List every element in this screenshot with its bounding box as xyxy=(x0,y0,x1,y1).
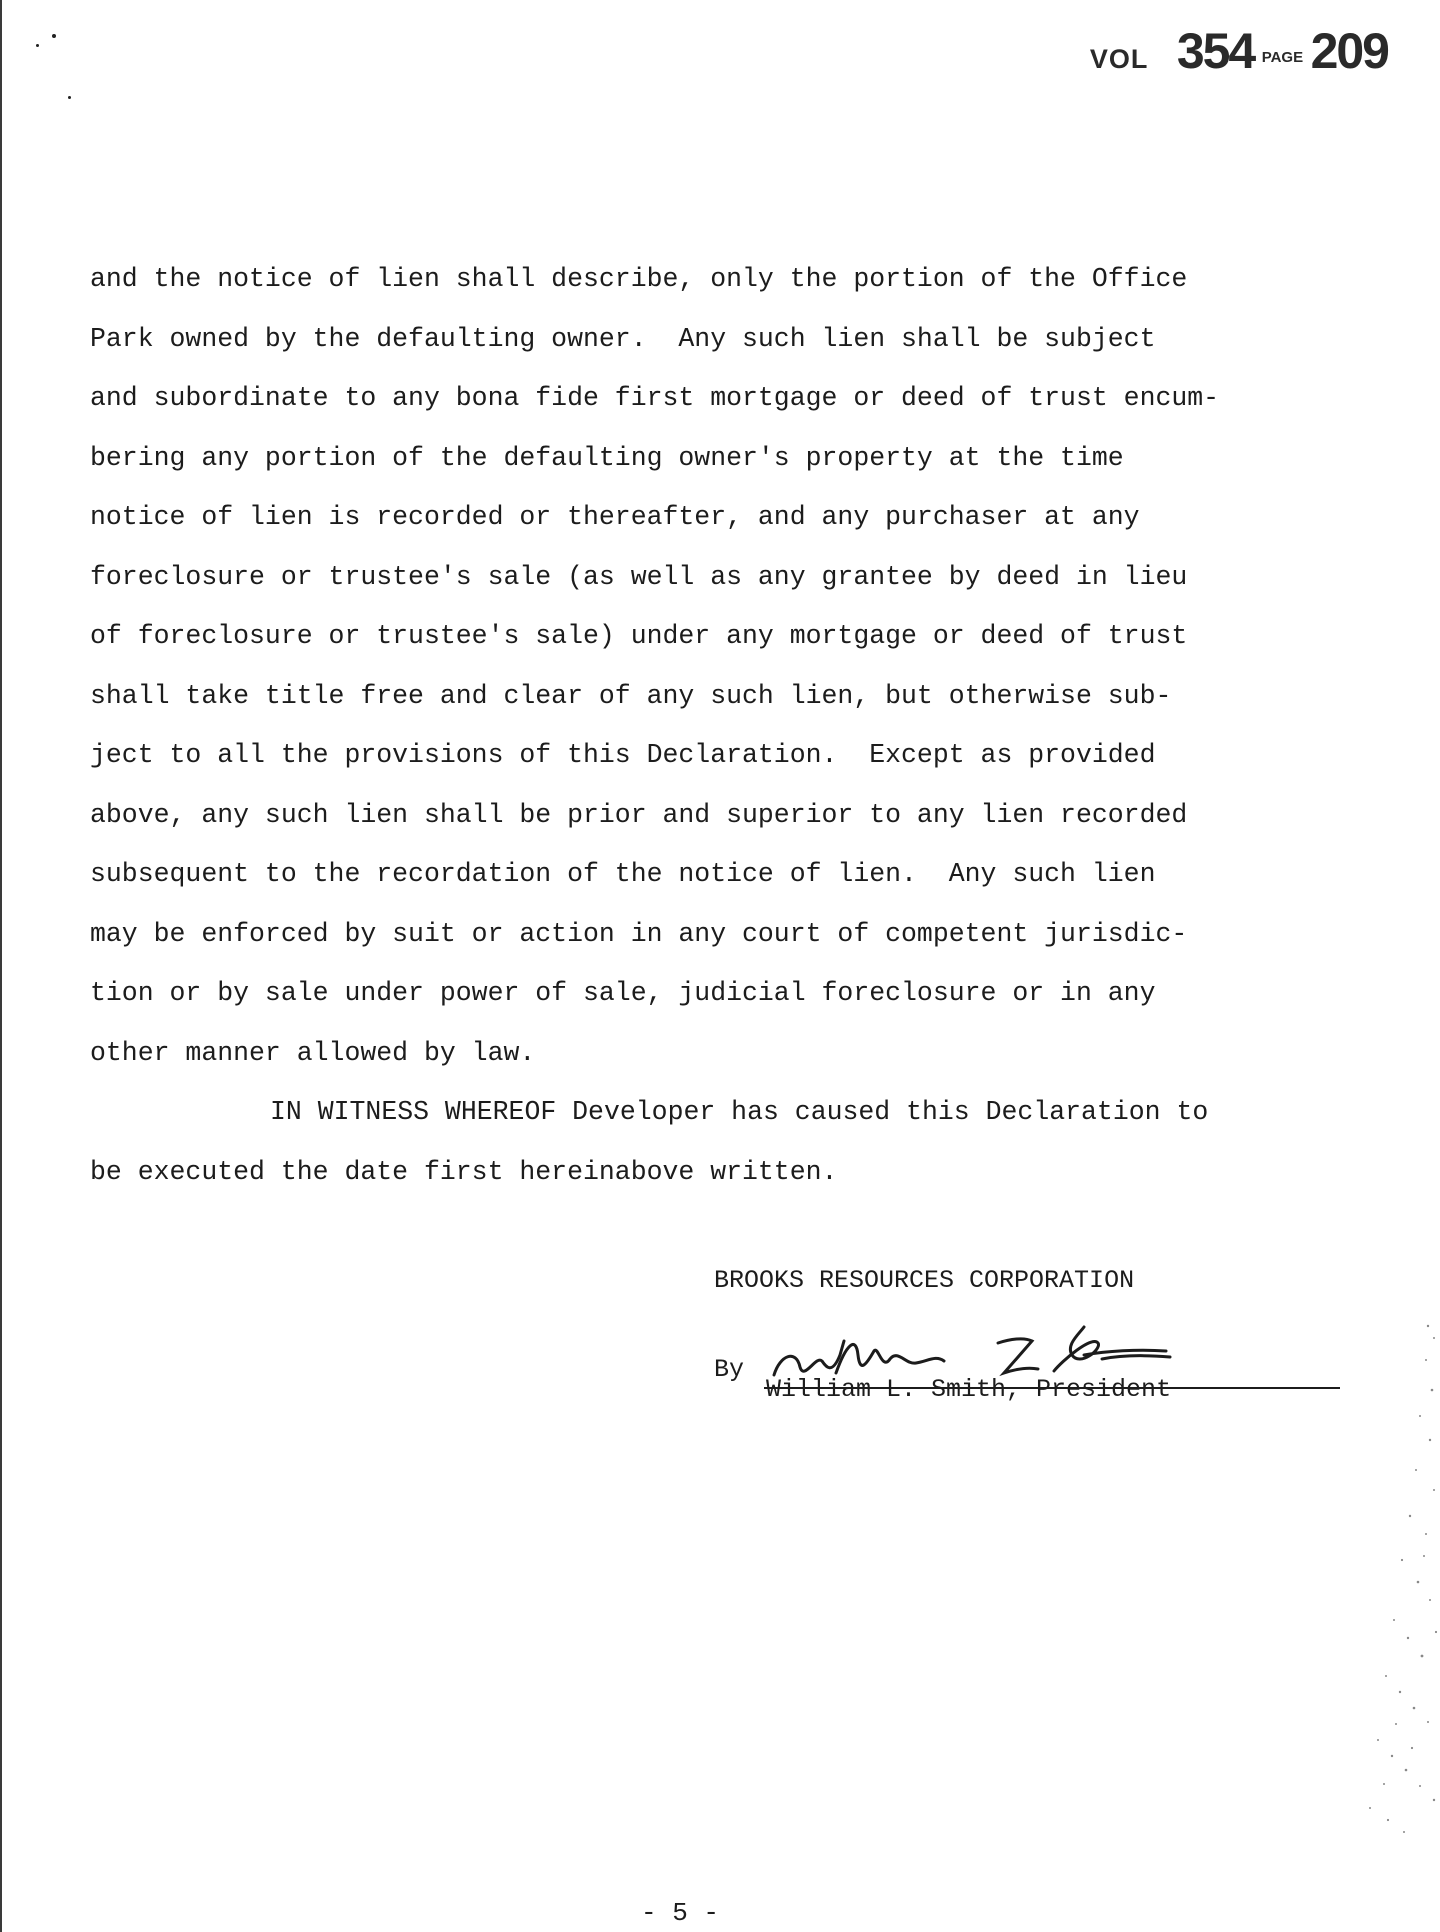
text-line: other manner allowed by law. xyxy=(90,1037,536,1068)
signature-block xyxy=(714,1266,1172,1417)
scan-noise xyxy=(1330,1320,1440,1840)
text-line: foreclosure or trustee's sale (as well as any grantee by deed in lieu xyxy=(90,561,1188,592)
text-line: subsequent to the recordation of the notice of lien. Any such lien xyxy=(90,859,1156,889)
text-line: and subordinate to any bona fide first mortgage or deed of trust encum- xyxy=(90,383,1220,413)
witness-line: be executed the date first hereinabove written. xyxy=(90,1156,838,1187)
text-line: Park owned by the defaulting owner. Any such lien shall be subject xyxy=(90,323,1156,354)
scan-speck xyxy=(68,96,71,99)
text-line: notice of lien is recorded or thereafter, and any purchaser at any xyxy=(90,502,1140,532)
stamp-page-label: PAGE xyxy=(1261,49,1304,66)
scan-speck xyxy=(36,44,39,47)
signer-name: William L. Smith, President xyxy=(766,1375,1172,1404)
stamp-page-number: 209 xyxy=(1310,23,1388,79)
text-line: and the notice of lien shall describe, only the portion of the Office xyxy=(90,264,1188,294)
by-label: By xyxy=(714,1355,745,1384)
witness-line: IN WITNESS WHEREOF Developer has caused this Declaration to xyxy=(270,1097,1209,1127)
page-number: - 5 - xyxy=(640,1898,719,1928)
scan-speck xyxy=(52,34,56,38)
text-line: may be enforced by suit or action in any court of competent jurisdic- xyxy=(90,918,1188,949)
text-line: of foreclosure or trustee's sale) under any mortgage or deed of trust xyxy=(90,621,1188,651)
declaration-text xyxy=(90,250,1380,1202)
text-line: above, any such lien shall be prior and superior to any lien recorded xyxy=(90,799,1188,830)
text-line: shall take title free and clear of any such lien, but otherwise sub- xyxy=(90,680,1172,711)
signature-row xyxy=(714,1347,1172,1417)
scan-border xyxy=(0,0,2,1932)
text-line: tion or by sale under power of sale, judicial foreclosure or in any xyxy=(90,978,1156,1008)
text-line: ject to all the provisions of this Declaration. Except as provided xyxy=(90,740,1156,770)
recording-stamp xyxy=(1090,22,1388,80)
text-line: bering any portion of the defaulting owner's property at the time xyxy=(90,442,1124,473)
stamp-vol-label: VOL xyxy=(1089,44,1149,74)
company-name: BROOKS RESOURCES CORPORATION xyxy=(714,1266,1135,1295)
stamp-volume-number: 354 xyxy=(1176,23,1255,79)
